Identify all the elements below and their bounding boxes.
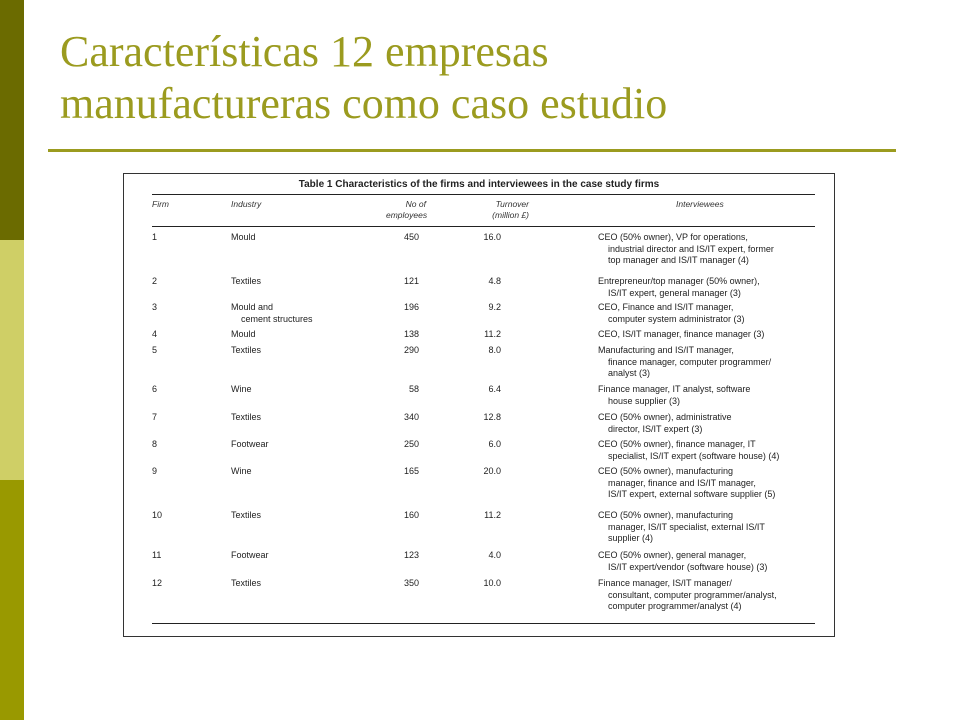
cell-firm: 9	[152, 466, 158, 476]
cell-interviewees-line: finance manager, computer programmer/	[608, 356, 772, 367]
cell-interviewees-line: Entrepreneur/top manager (50% owner),	[598, 276, 760, 286]
cell-turnover: 12.8	[483, 412, 501, 422]
cell-interviewees-line: IS/IT expert, general manager (3)	[608, 287, 741, 298]
cell-interviewees-line: computer system administrator (3)	[608, 313, 745, 324]
cell-industry	[231, 578, 341, 590]
cell-interviewees-line: CEO (50% owner), finance manager, IT	[598, 439, 756, 449]
cell-turnover: 16.0	[483, 232, 501, 242]
cell-interviewees	[598, 578, 823, 613]
cell-interviewees-line: top manager and IS/IT manager (4)	[608, 255, 749, 265]
cell-turnover: 10.0	[483, 578, 501, 588]
cell-interviewees-line: CEO (50% owner), manufacturing	[598, 510, 734, 520]
cell-interviewees	[598, 510, 823, 545]
table-image	[123, 173, 835, 637]
cell-turnover: 11.2	[484, 329, 501, 339]
cell-employees: 450	[403, 232, 419, 242]
cell-industry-line: cement structures	[241, 313, 313, 324]
cell-firm: 2	[152, 276, 158, 286]
cell-interviewees	[598, 466, 823, 501]
cell-industry	[231, 345, 341, 357]
cell-interviewees	[598, 550, 823, 573]
header-turnover-line-1: Turnover	[495, 199, 529, 209]
cell-interviewees-line: Finance manager, IT analyst, software	[598, 384, 751, 394]
cell-interviewees-line: consultant, computer programmer/analyst,	[608, 589, 777, 600]
slide-title-line-1: Características 12 empresas	[60, 27, 549, 76]
cell-interviewees-line: CEO (50% owner), VP for operations,	[598, 232, 748, 242]
cell-firm: 4	[152, 329, 158, 339]
cell-industry-line: Wine	[231, 384, 252, 394]
cell-employees: 250	[403, 439, 419, 449]
title-underline	[48, 149, 896, 152]
cell-employees: 196	[403, 302, 419, 312]
cell-industry-line: Mould	[231, 232, 256, 242]
cell-industry-line: Textiles	[231, 578, 262, 588]
cell-industry	[231, 439, 341, 451]
cell-interviewees	[598, 412, 823, 435]
cell-interviewees	[598, 439, 823, 462]
cell-employees: 340	[403, 412, 419, 422]
cell-firm: 7	[152, 412, 158, 422]
header-interviewees: Interviewees	[676, 199, 724, 209]
cell-firm: 6	[152, 384, 158, 394]
cell-interviewees-line: CEO (50% owner), manufacturing	[598, 466, 734, 476]
cell-industry-line: Textiles	[231, 510, 262, 520]
accent-bar-segment-dark	[0, 0, 24, 240]
accent-bar-segment-mid	[0, 480, 24, 720]
header-employees	[386, 199, 426, 221]
cell-firm: 8	[152, 439, 158, 449]
cell-interviewees-line: house supplier (3)	[608, 395, 681, 406]
cell-industry	[231, 276, 341, 288]
cell-industry-line: Textiles	[231, 412, 262, 422]
cell-industry-line: Footwear	[231, 550, 269, 560]
cell-industry-line: Footwear	[231, 439, 269, 449]
cell-industry	[231, 412, 341, 424]
cell-turnover: 8.0	[488, 345, 501, 355]
table-header-rule	[152, 226, 815, 227]
cell-interviewees-line: manager, IS/IT specialist, external IS/IT	[608, 521, 765, 532]
cell-interviewees-line: analyst (3)	[608, 368, 651, 378]
cell-interviewees-line: director, IS/IT expert (3)	[608, 423, 703, 434]
cell-interviewees-line: computer programmer/analyst (4)	[608, 601, 742, 611]
header-firm: Firm	[152, 199, 169, 209]
cell-employees: 138	[403, 329, 419, 339]
cell-industry	[231, 466, 341, 478]
cell-turnover: 11.2	[484, 510, 501, 520]
cell-interviewees-line: CEO, IS/IT manager, finance manager (3)	[598, 329, 765, 339]
cell-interviewees	[598, 232, 823, 267]
cell-turnover: 6.4	[488, 384, 501, 394]
cell-turnover: 4.8	[488, 276, 501, 286]
table-top-rule	[152, 194, 815, 195]
cell-firm: 5	[152, 345, 158, 355]
cell-interviewees	[598, 276, 823, 299]
slide-title-line-2: manufactureras como caso estudio	[60, 79, 668, 128]
cell-firm: 10	[152, 510, 163, 520]
header-employees-line-1: No of	[405, 199, 426, 209]
cell-turnover: 9.2	[488, 302, 501, 312]
cell-turnover: 4.0	[488, 550, 501, 560]
table-caption: Table 1 Characteristics of the firms and interviewees in the case study firms	[298, 179, 660, 190]
cell-employees: 123	[403, 550, 419, 560]
cell-interviewees-line: IS/IT expert/vendor (software house) (3)	[608, 561, 768, 572]
cell-industry	[231, 550, 341, 562]
cell-employees: 290	[403, 345, 419, 355]
cell-employees: 58	[408, 384, 419, 394]
cell-interviewees-line: CEO (50% owner), general manager,	[598, 550, 747, 560]
header-employees-line-2: employees	[386, 210, 428, 220]
cell-interviewees-line: CEO (50% owner), administrative	[598, 412, 732, 422]
cell-employees: 121	[403, 276, 419, 286]
header-turnover-line-2: (million £)	[492, 210, 529, 220]
cell-interviewees-line: CEO, Finance and IS/IT manager,	[598, 302, 734, 312]
cell-interviewees-line: manager, finance and IS/IT manager,	[608, 477, 756, 488]
header-turnover	[469, 199, 529, 221]
cell-industry-line: Wine	[231, 466, 252, 476]
cell-interviewees	[598, 345, 823, 380]
cell-interviewees	[598, 329, 823, 341]
cell-industry-line: Textiles	[231, 345, 262, 355]
cell-employees: 350	[403, 578, 419, 588]
cell-turnover: 20.0	[483, 466, 501, 476]
cell-industry	[231, 510, 341, 522]
cell-industry	[231, 302, 341, 325]
cell-turnover: 6.0	[488, 439, 501, 449]
left-accent-bar	[0, 0, 24, 720]
cell-interviewees-line: Manufacturing and IS/IT manager,	[598, 345, 734, 355]
table-bottom-rule	[152, 623, 815, 624]
cell-industry-line: Textiles	[231, 276, 262, 286]
cell-interviewees-line: industrial director and IS/IT expert, former	[608, 243, 774, 254]
cell-interviewees	[598, 302, 823, 325]
cell-interviewees-line: supplier (4)	[608, 533, 654, 543]
slide-title	[60, 26, 940, 130]
cell-interviewees-line: specialist, IS/IT expert (software house) (4)	[608, 450, 780, 461]
cell-industry-line: Mould and	[231, 302, 274, 312]
cell-industry	[231, 232, 341, 244]
cell-employees: 160	[403, 510, 419, 520]
cell-interviewees	[598, 384, 823, 407]
cell-interviewees-line: Finance manager, IS/IT manager/	[598, 578, 732, 588]
cell-interviewees-line: IS/IT expert, external software supplier (5)	[608, 489, 776, 499]
cell-firm: 3	[152, 302, 158, 312]
cell-industry	[231, 384, 341, 396]
cell-firm: 11	[152, 550, 162, 560]
cell-industry	[231, 329, 341, 341]
cell-firm: 12	[152, 578, 163, 588]
accent-bar-segment-light	[0, 240, 24, 480]
cell-firm: 1	[152, 232, 158, 242]
cell-employees: 165	[403, 466, 419, 476]
header-industry: Industry	[231, 199, 262, 209]
cell-industry-line: Mould	[231, 329, 256, 339]
